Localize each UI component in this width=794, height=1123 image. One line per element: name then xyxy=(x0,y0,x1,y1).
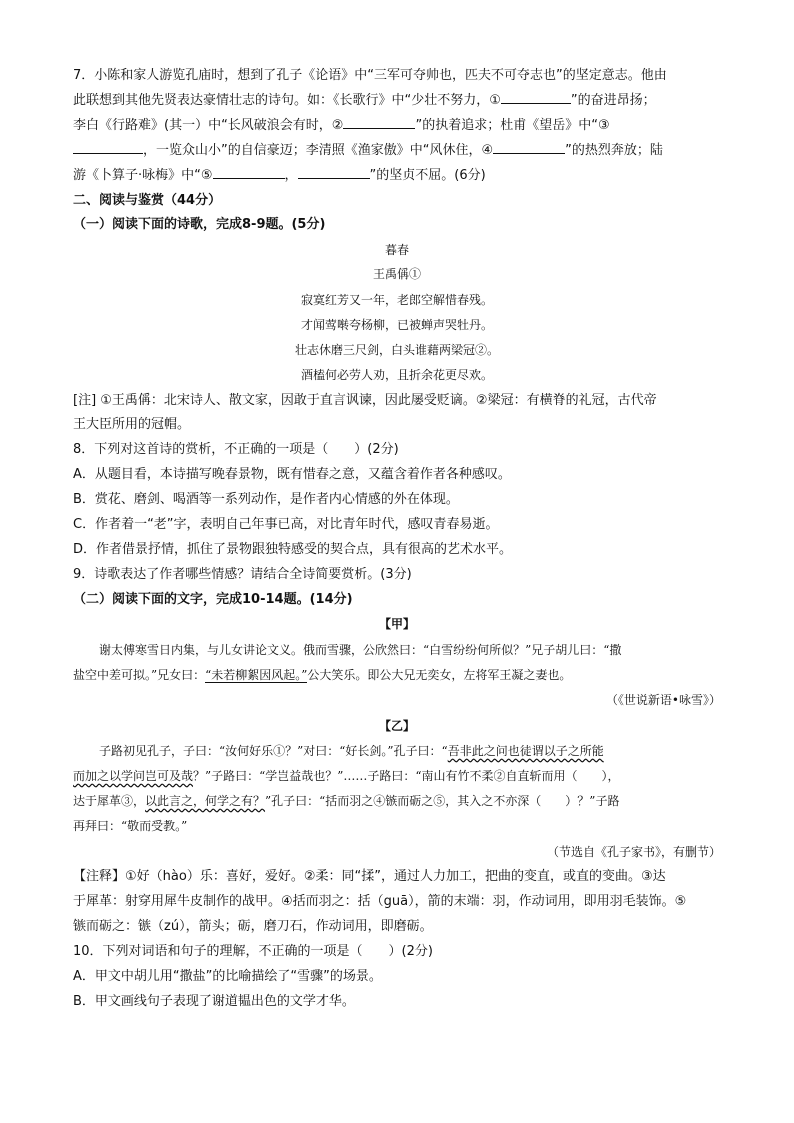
passage-text: 公大笑乐。即公大兄无奕女，左将军王凝之妻也。 xyxy=(307,668,572,682)
q7-text: ”的奋进昂扬； xyxy=(570,93,656,108)
poem-title: 暮春 xyxy=(384,243,409,257)
answer-blank-5a[interactable] xyxy=(213,164,285,179)
poem-line: 才闻莺啭夸杨柳，已被蝉声哭牡丹。 xyxy=(300,318,493,332)
passage-text: 子路初见孔子，子曰：“汝何好乐①？”对曰：“好长剑。”孔子曰：“ xyxy=(99,744,448,758)
q8-option-c[interactable]: C．作者着一“老”字，表明自己年事已高，对比青年时代，感叹青春易逝。 xyxy=(73,517,499,532)
q10-option-b[interactable]: B．甲文画线句子表现了谢道韫出色的文学才华。 xyxy=(73,994,355,1009)
passage-jia-label: 【甲】 xyxy=(378,617,415,631)
q7-text: 李白《行路难》(其一）中“长风破浪会有时，② xyxy=(73,118,344,133)
part2-heading: （二）阅读下面的文字，完成10-14题。(14分) xyxy=(73,592,353,607)
passage-jia-line-2 xyxy=(73,663,721,688)
passage-text: 达于犀革③， xyxy=(73,794,146,808)
q7-text: ”的坚贞不屈。(6分) xyxy=(369,168,486,183)
passage-text: ”孔子曰：“括而羽之④镞而砺之⑤，其入之不亦深（ ）？”子路 xyxy=(265,794,620,808)
answer-blank-2[interactable] xyxy=(343,114,415,129)
underlined-sentence: “未若柳絮因风起。” xyxy=(205,668,308,682)
q7-text: ，一览众山小”的自信豪迈；李清照《渔家傲》中“风休住，④ xyxy=(143,143,494,158)
answer-blank-3[interactable] xyxy=(73,139,143,154)
wavy-underlined-sentence: 吾非此之问也徒谓以子之所能 xyxy=(447,744,604,758)
q7-text: ， xyxy=(284,168,298,183)
q7-text: 7．小陈和家人游览孔庙时，想到了孔子《论语》中“三军可夺帅也，匹夫不可夺志也”的坚定意志。他由 xyxy=(73,68,667,83)
q7-text: 此联想到其他先贤表达豪情壮志的诗句。如：《长歌行》中“少壮不努力，① xyxy=(73,93,501,108)
passage-yi-line-4: 再拜曰：“敬而受教。” xyxy=(73,819,188,833)
passage-yi-label: 【乙】 xyxy=(378,719,415,733)
poem-line: 寂寞红芳又一年，老郎空解惜春残。 xyxy=(300,293,493,307)
q7-line-5 xyxy=(73,163,721,188)
passage-jia-source: （《世说新语•咏雪》） xyxy=(605,693,721,707)
passage-yi-line-3 xyxy=(73,789,721,814)
q10-option-a[interactable]: A．甲文中胡儿用“撒盐”的比喻描绘了“雪骤”的场景。 xyxy=(73,969,382,984)
answer-blank-4[interactable] xyxy=(493,139,565,154)
annotation-line-3: 镞而砺之：镞（zú），箭头；砺，磨刀石，作动词用，即磨砺。 xyxy=(73,919,433,934)
q8-option-d[interactable]: D．作者借景抒情，抓住了景物跟独特感受的契合点，具有很高的艺术水平。 xyxy=(73,542,513,557)
wavy-underlined-sentence: 以此言之，何学之有？ xyxy=(145,794,266,808)
passage-jia-line-1: 谢太傅寒雪日内集，与儿女讲论文义。俄而雪骤，公欣然曰：“白雪纷纷何所似？”兄子胡儿曰：“撒 xyxy=(99,643,622,657)
poem-author: 王禹偁① xyxy=(372,267,421,281)
q7-line-3 xyxy=(73,113,721,138)
annotation-line-1: 【注释】①好（hào）乐：喜好，爱好。②柔：同“揉”，通过人力加工，把曲的变直，或直的变曲。③达 xyxy=(73,869,666,884)
passage-yi-line-2 xyxy=(73,764,721,789)
passage-text: ？”子路曰：“学岂益哉也？”……子路曰：“南山有竹不柔②自直斩而用（ ）， xyxy=(193,769,620,783)
q7-text: 游《卜算子·咏梅》中“⑤ xyxy=(73,168,213,183)
section-heading: 二、阅读与鉴赏（44分） xyxy=(73,193,222,208)
wavy-underlined-sentence: 而加之以学问岂可及哉 xyxy=(73,769,194,783)
q8-option-b[interactable]: B．赏花、磨剑、喝酒等一系列动作，是作者内心情感的外在体现。 xyxy=(73,492,459,507)
answer-blank-5b[interactable] xyxy=(298,164,370,179)
annotation-line-2: 于犀革：射穿用犀牛皮制作的战甲。④括而羽之：括（guā），箭的末端：羽，作动词用，即用羽毛装饰。⑤ xyxy=(73,894,687,909)
q8-option-a[interactable]: A．从题目看，本诗描写晚春景物，既有惜春之意，又蕴含着作者各种感叹。 xyxy=(73,467,511,482)
passage-yi-source: （节选自《孔子家书》，有删节） xyxy=(546,845,721,859)
q8-stem: 8．下列对这首诗的赏析，不正确的一项是（ ）(2分) xyxy=(73,442,399,457)
passage-text: 盐空中差可拟。”兄女曰： xyxy=(73,668,206,682)
poem-line: 壮志休磨三尺剑，白头谁藉两梁冠②。 xyxy=(294,343,499,357)
q10-stem: 10．下列对词语和句子的理解，不正确的一项是（ ）(2分) xyxy=(73,944,433,959)
passage-yi-line-1 xyxy=(73,739,721,764)
poem-line: 酒榼何必劳人劝，且折余花更尽欢。 xyxy=(300,368,493,382)
q7-line-1 xyxy=(73,63,721,88)
q7-line-4 xyxy=(73,138,721,163)
poem-note-line-1: [注] ①王禹偁：北宋诗人、散文家，因敢于直言讽谏，因此屡受贬谪。②梁冠：有横脊的礼冠，古代帝 xyxy=(73,393,657,408)
poem-note-line-2: 王大臣所用的冠帽。 xyxy=(73,417,191,432)
q7-line-2 xyxy=(73,88,721,113)
answer-blank-1[interactable] xyxy=(501,89,571,104)
q7-text: ”的执着追求；杜甫《望岳》中“③ xyxy=(415,118,610,133)
q7-text: ”的热烈奔放；陆 xyxy=(565,143,663,158)
part1-heading: （一）阅读下面的诗歌，完成8-9题。(5分) xyxy=(73,217,326,232)
q9-stem: 9．诗歌表达了作者哪些情感？请结合全诗简要赏析。(3分) xyxy=(73,567,412,582)
